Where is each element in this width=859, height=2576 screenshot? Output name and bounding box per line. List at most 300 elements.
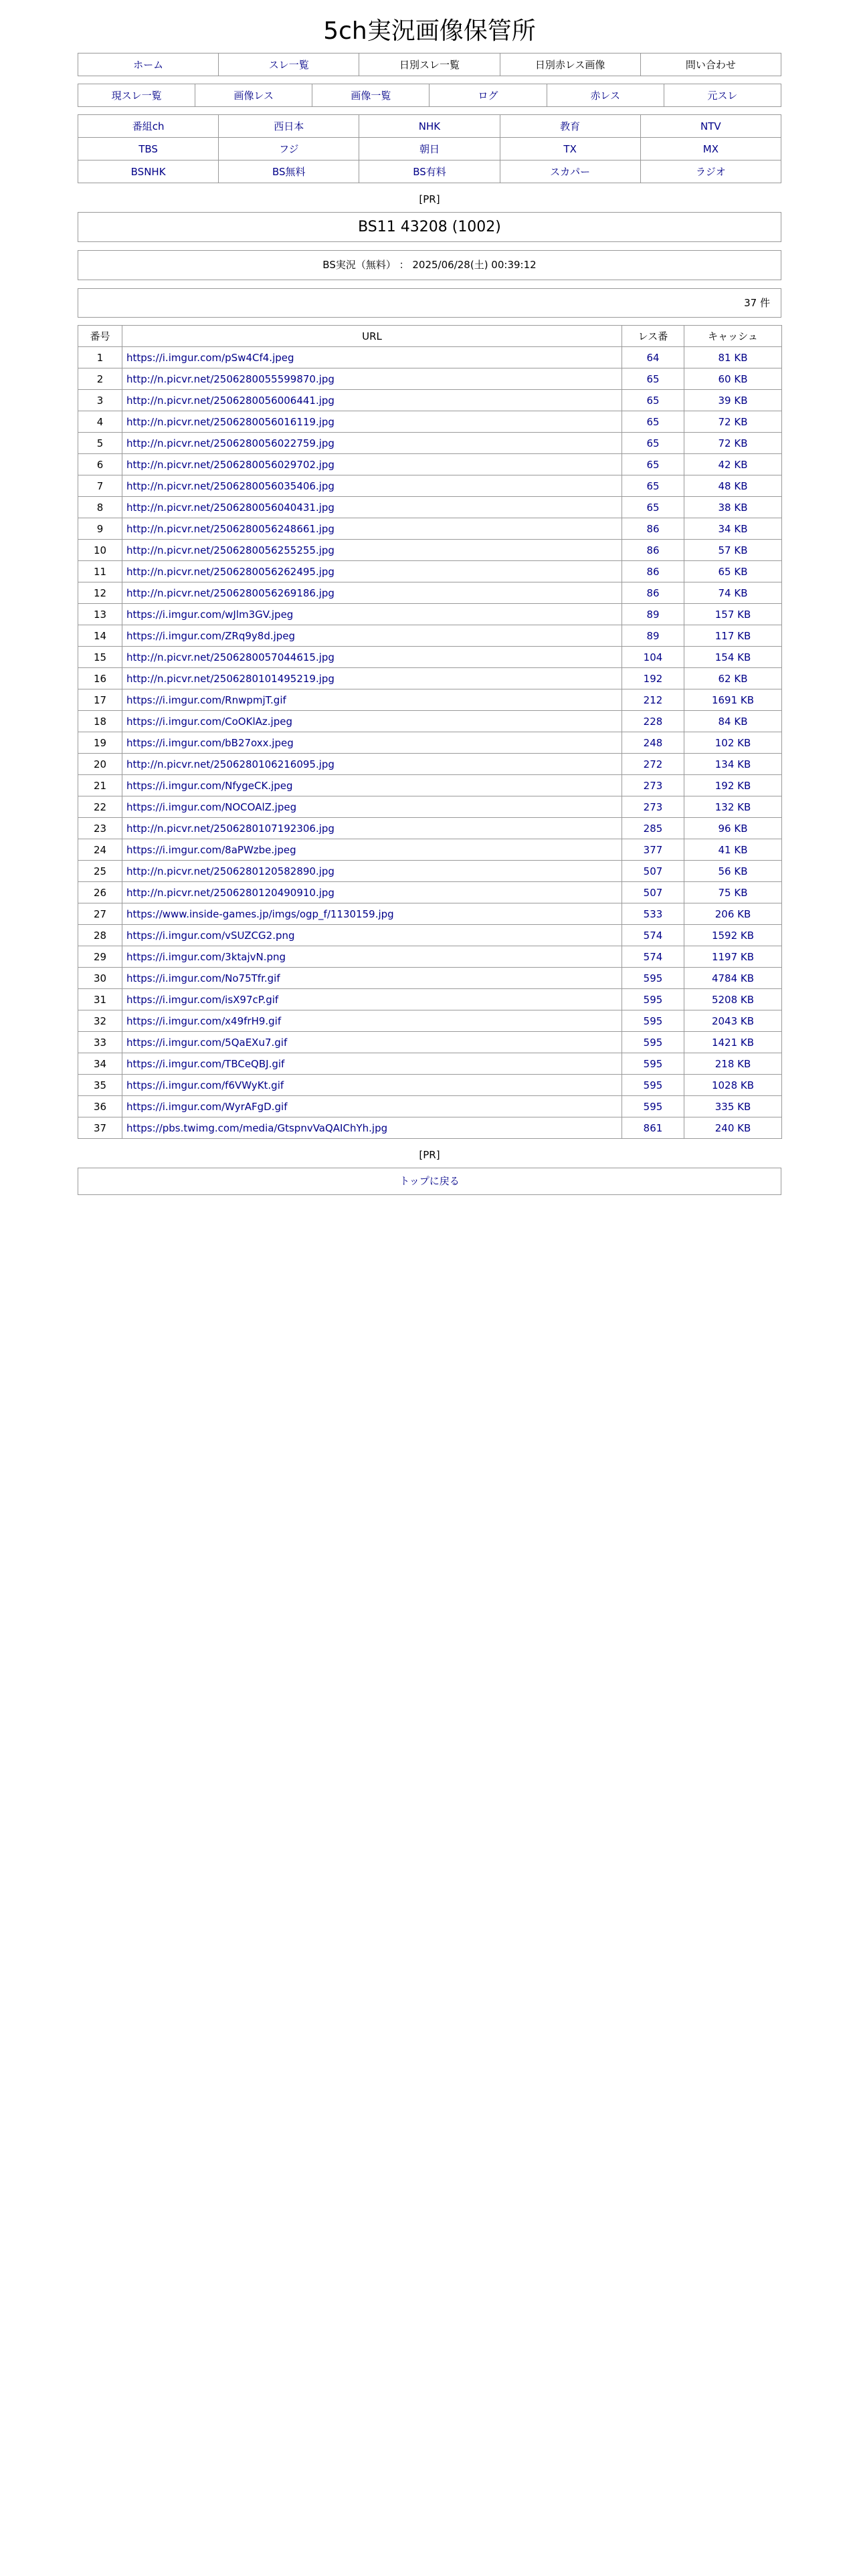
table-row: [78, 540, 782, 561]
row-res-link[interactable]: 507: [643, 865, 663, 877]
row-url-link[interactable]: http://n.picvr.net/2506280056248661.jpg: [126, 522, 335, 535]
row-cache-link[interactable]: 335 KB: [714, 1100, 751, 1113]
row-url-cell: [122, 946, 622, 968]
channel-link-ntv[interactable]: NTV: [700, 120, 721, 132]
row-number: 11: [78, 561, 122, 582]
row-number: 1: [78, 347, 122, 368]
row-cache-cell: [684, 796, 782, 818]
row-number: 31: [78, 989, 122, 1010]
row-number: 30: [78, 968, 122, 989]
row-cache-link[interactable]: 48 KB: [718, 479, 748, 492]
sub-nav-current-threads-link[interactable]: 現スレ一覧: [111, 90, 162, 102]
table-row: [78, 518, 782, 540]
row-url-cell: [122, 454, 622, 475]
thread-info: BS実況（無料） ： 2025/06/28(土) 00:39:12: [78, 250, 781, 280]
row-number: 35: [78, 1075, 122, 1096]
row-res-cell: [622, 475, 684, 497]
row-cache-cell: [684, 347, 782, 368]
row-res-link[interactable]: 104: [643, 651, 663, 663]
row-url-cell: [122, 518, 622, 540]
row-res-link[interactable]: 65: [646, 394, 660, 407]
row-res-link[interactable]: 86: [646, 565, 660, 578]
row-res-link[interactable]: 273: [643, 800, 663, 813]
row-cache-link[interactable]: 62 KB: [718, 672, 748, 685]
row-url-link[interactable]: https://i.imgur.com/x49frH9.gif: [126, 1014, 282, 1027]
row-res-link[interactable]: 377: [643, 843, 663, 856]
row-res-link[interactable]: 65: [646, 501, 660, 514]
table-row: [78, 882, 782, 903]
row-number: 2: [78, 368, 122, 390]
sub-nav-image-list-link[interactable]: 画像一覧: [351, 90, 391, 102]
table-row: [78, 1010, 782, 1032]
table-row: [78, 454, 782, 475]
row-url-link[interactable]: http://n.picvr.net/2506280107192306.jpg: [126, 822, 335, 835]
row-url-cell: [122, 1075, 622, 1096]
row-url-cell: [122, 497, 622, 518]
header-res-number: レス番: [622, 326, 684, 347]
row-cache-link[interactable]: 102 KB: [714, 736, 751, 749]
row-url-cell: [122, 411, 622, 433]
back-to-top-box: [78, 1168, 781, 1195]
channel-cell: [78, 138, 219, 160]
back-to-top-link[interactable]: トップに戻る: [399, 1175, 460, 1187]
channel-cell: [219, 138, 359, 160]
row-res-link[interactable]: 65: [646, 372, 660, 385]
row-url-link[interactable]: http://n.picvr.net/2506280056035406.jpg: [126, 479, 335, 492]
row-res-cell: [622, 1075, 684, 1096]
row-cache-link[interactable]: 96 KB: [718, 822, 748, 835]
row-url-link[interactable]: http://n.picvr.net/2506280056255255.jpg: [126, 544, 335, 556]
row-number: 9: [78, 518, 122, 540]
row-url-link[interactable]: https://i.imgur.com/TBCeQBJ.gif: [126, 1057, 285, 1070]
row-number: 3: [78, 390, 122, 411]
table-row: [78, 561, 782, 582]
table-row: [78, 946, 782, 968]
row-url-cell: [122, 1053, 622, 1075]
row-res-cell: [622, 625, 684, 647]
row-cache-link[interactable]: 57 KB: [718, 544, 748, 556]
row-res-cell: [622, 796, 684, 818]
row-res-cell: [622, 518, 684, 540]
row-res-cell: [622, 968, 684, 989]
table-header-row: [78, 326, 782, 347]
header-cache: キャッシュ: [684, 326, 782, 347]
row-cache-link[interactable]: 154 KB: [714, 651, 751, 663]
row-cache-cell: [684, 903, 782, 925]
channel-link-bs-paid[interactable]: BS有料: [413, 166, 446, 178]
row-cache-cell: [684, 839, 782, 861]
nav-contact: 問い合わせ: [640, 53, 781, 76]
row-url-link[interactable]: https://www.inside-games.jp/imgs/ogp_f/1130159.jpg: [126, 907, 394, 920]
row-url-link[interactable]: https://i.imgur.com/8aPWzbe.jpeg: [126, 843, 296, 856]
row-cache-cell: [684, 411, 782, 433]
row-url-link[interactable]: https://i.imgur.com/RnwpmjT.gif: [126, 693, 286, 706]
row-cache-link[interactable]: 1421 KB: [711, 1036, 755, 1049]
row-number: 21: [78, 775, 122, 796]
channel-link-radio[interactable]: ラジオ: [695, 166, 726, 178]
row-cache-link[interactable]: 1028 KB: [711, 1079, 755, 1091]
table-row: [78, 368, 782, 390]
row-res-cell: [622, 497, 684, 518]
row-cache-link[interactable]: 65 KB: [718, 565, 748, 578]
row-url-cell: [122, 475, 622, 497]
header-number: 番号: [78, 326, 122, 347]
row-cache-link[interactable]: 41 KB: [718, 843, 748, 856]
row-number: 28: [78, 925, 122, 946]
table-row: [78, 604, 782, 625]
channel-cell: [640, 160, 781, 183]
row-number: 37: [78, 1117, 122, 1139]
row-cache-cell: [684, 668, 782, 689]
header-url: URL: [122, 326, 622, 347]
row-cache-link[interactable]: 5208 KB: [711, 993, 755, 1006]
row-cache-cell: [684, 433, 782, 454]
row-res-link[interactable]: 595: [643, 1014, 663, 1027]
row-res-cell: [622, 754, 684, 775]
row-number: 25: [78, 861, 122, 882]
row-cache-cell: [684, 1096, 782, 1117]
row-res-link[interactable]: 595: [643, 1100, 663, 1113]
row-cache-link[interactable]: 75 KB: [718, 886, 748, 899]
table-row: [78, 1032, 782, 1053]
row-url-cell: [122, 1096, 622, 1117]
row-number: 36: [78, 1096, 122, 1117]
row-res-link[interactable]: 65: [646, 479, 660, 492]
row-url-cell: [122, 368, 622, 390]
nav-daily-red-images: 日別赤レス画像: [500, 53, 640, 76]
row-res-link[interactable]: 228: [643, 715, 663, 728]
table-row: [78, 497, 782, 518]
thread-title: BS11 43208 (1002): [78, 212, 781, 242]
table-row: [78, 818, 782, 839]
row-number: 20: [78, 754, 122, 775]
row-cache-cell: [684, 390, 782, 411]
row-number: 16: [78, 668, 122, 689]
row-cache-cell: [684, 1032, 782, 1053]
channel-cell: [640, 115, 781, 138]
row-url-link[interactable]: http://n.picvr.net/2506280120582890.jpg: [126, 865, 335, 877]
row-res-cell: [622, 1053, 684, 1075]
row-cache-cell: [684, 454, 782, 475]
row-url-link[interactable]: https://i.imgur.com/f6VWyKt.gif: [126, 1079, 284, 1091]
row-res-link[interactable]: 595: [643, 993, 663, 1006]
row-cache-link[interactable]: 240 KB: [714, 1121, 751, 1134]
sub-nav-image-res-link[interactable]: 画像レス: [233, 90, 274, 102]
row-number: 22: [78, 796, 122, 818]
row-cache-cell: [684, 754, 782, 775]
row-res-link[interactable]: 595: [643, 1079, 663, 1091]
row-url-cell: [122, 903, 622, 925]
row-res-link[interactable]: 574: [643, 950, 663, 963]
row-url-link[interactable]: https://i.imgur.com/pSw4Cf4.jpeg: [126, 351, 294, 364]
nav-daily-thread-list: 日別スレ一覧: [359, 53, 500, 76]
row-cache-cell: [684, 1053, 782, 1075]
row-res-cell: [622, 604, 684, 625]
channel-link-mx[interactable]: MX: [702, 142, 719, 155]
channel-cell: [359, 115, 500, 138]
table-row: [78, 689, 782, 711]
channel-cell: [359, 138, 500, 160]
row-res-link[interactable]: 273: [643, 779, 663, 792]
row-cache-cell: [684, 732, 782, 754]
table-row: [78, 582, 782, 604]
row-cache-link[interactable]: 218 KB: [714, 1057, 751, 1070]
row-url-cell: [122, 1010, 622, 1032]
row-url-link[interactable]: https://i.imgur.com/vSUZCG2.png: [126, 929, 295, 942]
row-cache-link[interactable]: 42 KB: [718, 458, 748, 471]
row-cache-link[interactable]: 2043 KB: [711, 1014, 755, 1027]
channel-link-bsnhk[interactable]: BSNHK: [130, 165, 166, 178]
row-url-link[interactable]: http://n.picvr.net/2506280056269186.jpg: [126, 586, 335, 599]
row-cache-cell: [684, 1117, 782, 1139]
sub-nav-red-res-link[interactable]: 赤レス: [590, 90, 620, 102]
row-cache-link[interactable]: 1197 KB: [711, 950, 755, 963]
sub-nav-original-thread-link[interactable]: 元スレ: [707, 90, 738, 102]
row-cache-cell: [684, 689, 782, 711]
row-res-cell: [622, 925, 684, 946]
row-url-link[interactable]: https://i.imgur.com/3ktajvN.png: [126, 950, 286, 963]
row-number: 32: [78, 1010, 122, 1032]
row-cache-cell: [684, 1010, 782, 1032]
row-cache-link[interactable]: 39 KB: [718, 394, 748, 407]
nav-thread-list-link[interactable]: スレ一覧: [268, 59, 309, 71]
row-url-link[interactable]: https://i.imgur.com/NOCOAlZ.jpeg: [126, 800, 297, 813]
row-url-cell: [122, 796, 622, 818]
channel-link-bs-free[interactable]: BS無料: [272, 166, 306, 178]
row-url-link[interactable]: https://i.imgur.com/isX97cP.gif: [126, 993, 279, 1006]
row-res-cell: [622, 1032, 684, 1053]
row-res-link[interactable]: 192: [643, 672, 663, 685]
table-row: [78, 903, 782, 925]
sub-nav-log-cell: [430, 84, 547, 107]
channel-link-tbs[interactable]: TBS: [138, 142, 158, 155]
row-url-link[interactable]: http://n.picvr.net/2506280056006441.jpg: [126, 394, 335, 407]
row-res-link[interactable]: 574: [643, 929, 663, 942]
row-url-cell: [122, 1032, 622, 1053]
channel-link-nhk[interactable]: NHK: [418, 120, 441, 132]
row-cache-link[interactable]: 157 KB: [714, 608, 751, 621]
row-url-link[interactable]: http://n.picvr.net/2506280055599870.jpg: [126, 372, 335, 385]
row-cache-link[interactable]: 81 KB: [718, 351, 748, 364]
row-url-cell: [122, 711, 622, 732]
row-number: 5: [78, 433, 122, 454]
table-row: [78, 989, 782, 1010]
row-res-cell: [622, 882, 684, 903]
row-cache-link[interactable]: 206 KB: [714, 907, 751, 920]
channel-link-tx[interactable]: TX: [563, 142, 577, 155]
row-url-link[interactable]: https://i.imgur.com/5QaEXu7.gif: [126, 1036, 288, 1049]
row-url-cell: [122, 433, 622, 454]
row-cache-link[interactable]: 117 KB: [714, 629, 751, 642]
row-res-link[interactable]: 248: [643, 736, 663, 749]
channel-link-skyperfect[interactable]: スカパー: [550, 166, 591, 178]
row-url-link[interactable]: https://i.imgur.com/ZRq9y8d.jpeg: [126, 629, 296, 642]
row-number: 13: [78, 604, 122, 625]
row-cache-cell: [684, 989, 782, 1010]
image-list-table: [78, 325, 782, 1139]
row-res-link[interactable]: 595: [643, 1036, 663, 1049]
row-url-cell: [122, 925, 622, 946]
row-res-link[interactable]: 65: [646, 415, 660, 428]
row-cache-link[interactable]: 38 KB: [718, 501, 748, 514]
pr-label-bottom: [PR]: [419, 1149, 440, 1161]
row-cache-cell: [684, 861, 782, 882]
channel-link-fuji[interactable]: フジ: [279, 143, 299, 155]
row-url-link[interactable]: http://n.picvr.net/2506280056029702.jpg: [126, 458, 335, 471]
row-cache-link[interactable]: 84 KB: [718, 715, 748, 728]
row-url-link[interactable]: https://i.imgur.com/CoOKlAz.jpeg: [126, 715, 292, 728]
row-cache-cell: [684, 475, 782, 497]
row-cache-cell: [684, 625, 782, 647]
sub-nav-current-threads-cell: [78, 84, 195, 107]
row-url-link[interactable]: http://n.picvr.net/2506280120490910.jpg: [126, 886, 335, 899]
channel-cell: [219, 115, 359, 138]
row-cache-link[interactable]: 4784 KB: [711, 972, 755, 984]
row-url-link[interactable]: https://i.imgur.com/wJlm3GV.jpeg: [126, 608, 294, 621]
row-url-cell: [122, 647, 622, 668]
row-url-link[interactable]: http://n.picvr.net/2506280101495219.jpg: [126, 672, 335, 685]
row-url-link[interactable]: https://i.imgur.com/WyrAFgD.gif: [126, 1100, 288, 1113]
row-res-cell: [622, 1096, 684, 1117]
channel-cell: [78, 160, 219, 183]
row-url-cell: [122, 1117, 622, 1139]
row-res-cell: [622, 561, 684, 582]
channel-cell: [640, 138, 781, 160]
channel-nav: [78, 114, 781, 183]
row-url-link[interactable]: http://n.picvr.net/2506280056022759.jpg: [126, 437, 335, 449]
row-number: 14: [78, 625, 122, 647]
row-res-link[interactable]: 86: [646, 586, 660, 599]
row-cache-cell: [684, 604, 782, 625]
row-cache-link[interactable]: 192 KB: [714, 779, 751, 792]
channel-link-nishinihon[interactable]: 西日本: [274, 120, 304, 132]
row-cache-cell: [684, 368, 782, 390]
row-url-link[interactable]: https://pbs.twimg.com/media/GtspnvVaQAIChYh.jpg: [126, 1121, 388, 1134]
row-number: 34: [78, 1053, 122, 1075]
row-res-link[interactable]: 861: [643, 1121, 663, 1134]
row-res-link[interactable]: 272: [643, 758, 663, 770]
row-url-link[interactable]: http://n.picvr.net/2506280106216095.jpg: [126, 758, 335, 770]
row-cache-cell: [684, 582, 782, 604]
sub-nav-log-link[interactable]: ログ: [478, 90, 498, 102]
row-res-link[interactable]: 595: [643, 1057, 663, 1070]
table-row: [78, 1053, 782, 1075]
row-res-cell: [622, 775, 684, 796]
row-res-cell: [622, 711, 684, 732]
row-cache-cell: [684, 882, 782, 903]
row-res-cell: [622, 689, 684, 711]
row-number: 10: [78, 540, 122, 561]
row-url-link[interactable]: http://n.picvr.net/2506280056016119.jpg: [126, 415, 335, 428]
channel-link-kyoiku[interactable]: 教育: [560, 120, 581, 132]
table-row: [78, 754, 782, 775]
nav-home-cell: [78, 53, 219, 76]
row-url-cell: [122, 625, 622, 647]
row-url-cell: [122, 861, 622, 882]
row-cache-link[interactable]: 56 KB: [718, 865, 748, 877]
row-number: 19: [78, 732, 122, 754]
row-res-link[interactable]: 212: [643, 693, 663, 706]
row-res-cell: [622, 989, 684, 1010]
table-row: [78, 1075, 782, 1096]
row-url-cell: [122, 604, 622, 625]
main-nav: [78, 53, 781, 76]
row-res-link[interactable]: 65: [646, 437, 660, 449]
row-cache-cell: [684, 540, 782, 561]
row-res-link[interactable]: 89: [646, 608, 660, 621]
row-res-cell: [622, 454, 684, 475]
row-res-link[interactable]: 507: [643, 886, 663, 899]
row-res-link[interactable]: 285: [643, 822, 663, 835]
row-cache-link[interactable]: 74 KB: [718, 586, 748, 599]
row-cache-link[interactable]: 72 KB: [718, 437, 748, 449]
row-cache-link[interactable]: 134 KB: [714, 758, 751, 770]
row-url-link[interactable]: https://i.imgur.com/No75Tfr.gif: [126, 972, 280, 984]
row-url-link[interactable]: http://n.picvr.net/2506280056040431.jpg: [126, 501, 335, 514]
nav-home-link[interactable]: ホーム: [133, 59, 164, 71]
sub-nav-image-list-cell: [312, 84, 430, 107]
row-url-cell: [122, 347, 622, 368]
row-url-cell: [122, 689, 622, 711]
row-cache-cell: [684, 647, 782, 668]
row-cache-cell: [684, 925, 782, 946]
row-cache-cell: [684, 561, 782, 582]
nav-thread-list-cell: [219, 53, 359, 76]
row-url-cell: [122, 732, 622, 754]
row-cache-link[interactable]: 72 KB: [718, 415, 748, 428]
channel-link-asahi[interactable]: 朝日: [419, 143, 440, 155]
row-url-link[interactable]: http://n.picvr.net/2506280057044615.jpg: [126, 651, 335, 663]
channel-link-bangumi[interactable]: 番組ch: [132, 120, 165, 132]
row-res-cell: [622, 390, 684, 411]
row-res-link[interactable]: 595: [643, 972, 663, 984]
row-cache-link[interactable]: 132 KB: [714, 800, 751, 813]
row-res-link[interactable]: 86: [646, 522, 660, 535]
row-number: 33: [78, 1032, 122, 1053]
row-url-link[interactable]: http://n.picvr.net/2506280056262495.jpg: [126, 565, 335, 578]
row-cache-link[interactable]: 1592 KB: [711, 929, 755, 942]
table-body: [78, 347, 782, 1139]
row-number: 29: [78, 946, 122, 968]
channel-cell: [78, 115, 219, 138]
row-cache-cell: [684, 497, 782, 518]
row-res-link[interactable]: 65: [646, 458, 660, 471]
row-url-link[interactable]: https://i.imgur.com/NfygeCK.jpeg: [126, 779, 293, 792]
row-url-link[interactable]: https://i.imgur.com/bB27oxx.jpeg: [126, 736, 294, 749]
row-res-link[interactable]: 64: [646, 351, 660, 364]
table-row: [78, 711, 782, 732]
row-res-link[interactable]: 86: [646, 544, 660, 556]
pr-label: [PR]: [419, 193, 440, 205]
row-res-link[interactable]: 89: [646, 629, 660, 642]
row-res-cell: [622, 411, 684, 433]
row-res-link[interactable]: 533: [643, 907, 663, 920]
row-url-cell: [122, 540, 622, 561]
table-row: [78, 433, 782, 454]
row-number: 6: [78, 454, 122, 475]
row-url-cell: [122, 882, 622, 903]
sub-nav-red-res-cell: [547, 84, 664, 107]
row-cache-cell: [684, 1075, 782, 1096]
table-row: [78, 732, 782, 754]
row-cache-link[interactable]: 34 KB: [718, 522, 748, 535]
row-res-cell: [622, 861, 684, 882]
channel-cell: [219, 160, 359, 183]
row-cache-link[interactable]: 1691 KB: [711, 693, 755, 706]
row-cache-link[interactable]: 60 KB: [718, 372, 748, 385]
row-res-cell: [622, 839, 684, 861]
row-number: 18: [78, 711, 122, 732]
